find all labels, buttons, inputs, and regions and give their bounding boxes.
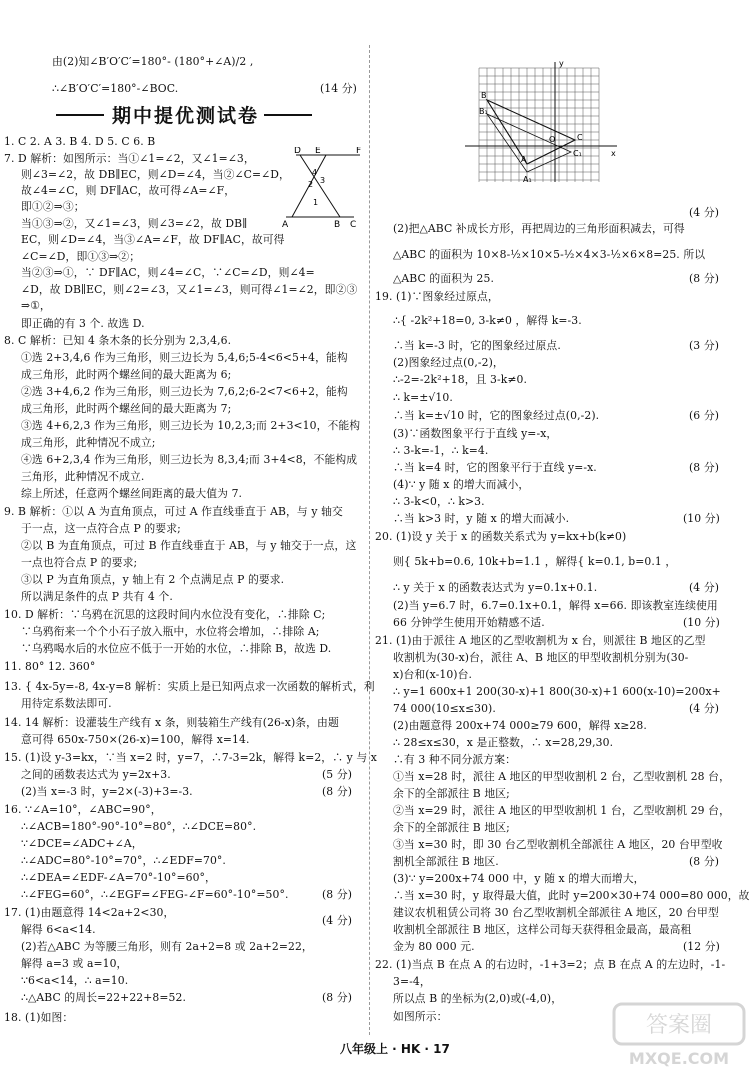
text-line: ∴有 3 种不同分派方案： <box>393 753 517 766</box>
title-ornament-right <box>264 114 312 116</box>
text-line: 即正确的有 3 个. 故选 D. <box>21 317 145 330</box>
text-line: 74 000(10≤x≤30). <box>393 702 496 715</box>
label-d: D <box>294 147 301 156</box>
text-line: ∴ 3-k=-1，∴ k=4. <box>393 444 489 457</box>
text-line: ∴ k=±√10. <box>393 391 453 404</box>
text-line: 66 分钟学生使用开始精感不适. <box>393 616 545 629</box>
text-line: ∴-2=-2k²+18，且 3-k≠0. <box>393 373 528 386</box>
text-line: 成三角形，此时两个螺丝间的最大距离为 7; <box>21 402 232 415</box>
y-axis-label: y <box>559 59 564 68</box>
text-line: ∴ y=1 600x+1 200(30-x)+1 800(30-x)+1 600(x-10)=200x+ <box>393 685 721 698</box>
text-line: 17. (1)由题意得 14<2a+2<30， <box>4 906 175 919</box>
text-line: 13. { 4x-5y=-8, 4x-y=8 解析：实质上是已知两点求一次函数的解析式，利 <box>4 680 375 693</box>
text-line: 则∠3=∠2，故 DB∥EC，则∠D=∠4，当②∠C=∠D， <box>21 168 290 181</box>
label-b1: B₁ <box>479 107 488 116</box>
text-line: △ABC 的面积为 10×8-½×10×5-½×4×3-½×6×8=25. 所以 <box>393 248 706 261</box>
text-line: 建议农机租赁公司将 30 台乙型收割机全部派往 A 地区，20 台甲型 <box>393 906 719 919</box>
text-line: ∴当 k=4 时，它的图象平行于直线 y=-x. <box>393 461 597 474</box>
text-line: ∴∠FEG=60°，∴∠EGF=∠FEG-∠F=60°-10°=50°. <box>21 888 289 901</box>
text-line: 余下的全部派往 B 地区; <box>393 787 510 800</box>
text-line: 19. (1)∵图象经过原点， <box>375 290 499 303</box>
text-line: 当②③⇒①，∵ DF∥AC，则∠4=∠C，∵∠C=∠D，则∠4= <box>21 266 315 279</box>
text-line: ③以 P 为直角顶点，y 轴上有 2 个点满足点 P 的要求. <box>21 573 285 586</box>
text-line: ∴当 k=-3 时，它的图象经过原点. <box>393 339 561 352</box>
text-line: ∴当 x=30 时，y 取得最大值，此时 y=200×30+74 000=80 000，故 <box>393 889 750 902</box>
text-line: 三角形，此种情况不成立. <box>21 470 145 483</box>
text-line: 成三角形，此种情况不成立; <box>21 436 156 449</box>
watermark-logo <box>610 1000 748 1070</box>
text-line: (2)若△ABC 为等腰三角形，则有 2a+2=8 或 2a+2=22， <box>21 940 313 953</box>
score-mark: (4 分) <box>689 702 720 715</box>
text-line: 收割机为(30-x)台，派往 A、B 地区的甲型收割机分别为(30- <box>393 651 689 664</box>
text-line: 解得 6<a<14. <box>21 923 96 936</box>
text-line: 一点也符合点 P 的要求; <box>21 556 138 569</box>
score-mark: (10 分) <box>683 616 720 629</box>
score-mark: (4 分) <box>322 914 353 927</box>
text-line: 所以满足条件的点 P 共有 4 个. <box>21 590 173 603</box>
text-line: 3=-4， <box>393 975 431 988</box>
text-line: ∴∠B′O′C′=180°-∠BOC. <box>52 82 179 95</box>
label-a: A <box>521 155 527 164</box>
score-mark: (12 分) <box>683 940 720 953</box>
score-mark: (8 分) <box>322 785 353 798</box>
text-line: 成三角形，此时两个螺丝间的最大距离为 6; <box>21 368 232 381</box>
page-footer: 八年级上 · HK · 17 <box>340 1042 450 1056</box>
text-line: 8. C 解析：已知 4 条木条的长分别为 2,3,4,6. <box>4 334 232 347</box>
score-mark: (3 分) <box>689 339 720 352</box>
score-mark: (4 分) <box>689 581 720 594</box>
label-a: A <box>282 220 289 227</box>
text-line: 故∠4=∠C，则 DF∥AC，故可得∠A=∠F， <box>21 184 236 197</box>
label-c1: C₁ <box>573 149 582 158</box>
text-line: ∴∠ADC=80°-10°=70°，∴∠EDF=70°. <box>21 854 226 867</box>
text-line: ②选 3+4,6,2 作为三角形，则三边长为 7,6,2;6-2<7<6+2，能构 <box>21 385 348 398</box>
text-line: ∠D，故 DB∥EC，则∠2=∠3，又∠1=∠3，则可得∠1=∠2，即②③ <box>21 283 358 296</box>
text-line: 即①②⇒③； <box>21 200 85 213</box>
text-line: ∴当 k>3 时，y 随 x 的增大而减小. <box>393 512 570 525</box>
label-f: F <box>356 147 362 156</box>
text-line: 如图所示： <box>393 1010 448 1023</box>
text-line: (2)由题意得 200x+74 000≥79 600，解得 x≥28. <box>393 719 647 732</box>
text-line: (3)∵函数图象平行于直线 y=-x， <box>393 427 558 440</box>
text-line: (3)∵ y=200x+74 000 中，y 随 x 的增大而增大， <box>393 872 645 885</box>
text-line: 余下的全部派往 B 地区; <box>393 821 510 834</box>
text-line: ∴ 28≤x≤30，x 是正整数，∴ x=28,29,30. <box>393 736 614 749</box>
score-mark: (5 分) <box>322 768 353 781</box>
x-axis-label: x <box>611 149 616 158</box>
text-line: 11. 80° 12. 360° <box>4 660 96 673</box>
score-mark: (6 分) <box>689 409 720 422</box>
score-mark: (8 分) <box>322 991 353 1004</box>
text-line: 1. C 2. A 3. B 4. D 5. C 6. B <box>4 135 156 148</box>
text-line: x)台和(x-10)台. <box>393 668 473 681</box>
text-line: ③当 x=30 时，即 30 台乙型收割机全部派往 A 地区，20 台甲型收 <box>393 838 723 851</box>
label-1: 1 <box>313 198 319 207</box>
score-mark: (8 分) <box>322 888 353 901</box>
text-line: 21. (1)由于派往 A 地区的乙型收割机为 x 台，则派往 B 地区的乙型 <box>375 634 706 647</box>
text-line: △ABC 的面积为 25. <box>393 272 495 285</box>
q7-figure <box>282 147 368 227</box>
text-line: 7. D 解析：如图所示：当①∠1=∠2，又∠1=∠3， <box>4 152 255 165</box>
text-line: ∴∠DEA=∠EDF-∠A=70°-10°=60°， <box>21 871 216 884</box>
label-c: C <box>577 133 583 142</box>
text-line: 意可得 650x-750×(26-x)=100，解得 x=14. <box>21 733 250 746</box>
score-mark: (8 分) <box>689 461 720 474</box>
text-line: 金为 80 000 元. <box>393 940 475 953</box>
text-line: ∴当 k=±√10 时，它的图象经过点(0,-2). <box>393 409 600 422</box>
text-line: 收割机全部派往 B 地区，这样公司每天获得租金最高，最高租 <box>393 923 692 936</box>
text-line: 18. (1)如图： <box>4 1011 74 1024</box>
label-c: C <box>350 220 357 227</box>
text-line: ①选 2+3,4,6 作为三角形，则三边长为 5,4,6;5-4<6<5+4，能构 <box>21 351 348 364</box>
text-line: 16. ∵∠A=10°，∠ABC=90°， <box>4 803 162 816</box>
text-line: (2)当 y=6.7 时，6.7=0.1x+0.1，解得 x=66. 即该教室连续使用 <box>393 599 718 612</box>
score-mark: (14 分) <box>320 82 357 95</box>
text-line: EC，则∠D=∠4，当③∠A=∠F，故 DF∥AC，故可得 <box>21 233 285 246</box>
text-line: ∴ 3-k<0，∴ k>3. <box>393 495 485 508</box>
text-line: 所以点 B 的坐标为(2,0)或(-4,0)， <box>393 992 563 1005</box>
label-o: O <box>549 135 556 144</box>
grid-figure <box>465 58 625 190</box>
text-line: (2)把△ABC 补成长方形，再把周边的三角形面积减去，可得 <box>393 222 685 235</box>
text-line: ∴ y 关于 x 的函数表达式为 y=0.1x+0.1. <box>393 581 598 594</box>
text-line: 由(2)知∠B′O′C′=180°- (180°+∠A)/2 , <box>52 55 254 68</box>
text-line: 22. (1)当点 B 在点 A 的右边时，-1+3=2；点 B 在点 A 的左边时，-1- <box>375 958 726 971</box>
text-line: 割机全部派往 B 地区. <box>393 855 499 868</box>
text-line: (2)当 x=-3 时，y=2×(-3)+3=-3. <box>21 785 193 798</box>
text-line: 综上所述，任意两个螺丝间距离的最大值为 7. <box>21 487 243 500</box>
text-line: ③选 4+6,2,3 作为三角形，则三边长为 10,2,3;而 2+3<10，不能构 <box>21 419 361 432</box>
text-line: 于一点，这一点符合点 P 的要求; <box>21 522 181 535</box>
label-a1: A₁ <box>523 175 532 184</box>
text-line: (2)图象经过点(0,-2)， <box>393 356 504 369</box>
title-ornament-left <box>56 114 104 116</box>
label-b: B <box>334 220 341 227</box>
label-e: E <box>315 147 321 156</box>
label-4: 4 <box>312 168 318 177</box>
watermark-url: MXQE.COM <box>628 1049 730 1068</box>
text-line: 10. D 解析：∵乌鸦在沉思的这段时间内水位没有变化，∴排除 C; <box>4 608 326 621</box>
text-line: ⇒①， <box>21 299 51 312</box>
text-line: ∵6<a<14，∴ a=10. <box>21 974 129 987</box>
text-line: ①当 x=28 时，派往 A 地区的甲型收割机 2 台，乙型收割机 28 台， <box>393 770 730 783</box>
text-line: ②当 x=29 时，派往 A 地区的甲型收割机 1 台，乙型收割机 29 台， <box>393 804 730 817</box>
text-line: 9. B 解析：①以 A 为直角顶点，可过 A 作直线垂直于 AB，与 y 轴交 <box>4 505 343 518</box>
text-line: (4)∵ y 随 x 的增大而减小， <box>393 478 530 491</box>
label-2: 2 <box>308 180 314 189</box>
text-line: 则{ 5k+b=0.6, 10k+b=1.1 ，解得{ k=0.1, b=0.1 ， <box>393 555 677 568</box>
text-line: 解得 a=3 或 a=10， <box>21 957 128 970</box>
text-line: ∵∠DCE=∠ADC+∠A， <box>21 837 143 850</box>
page-title: 期中提优测试卷 <box>112 105 260 127</box>
text-line: 14. 14 解析：设灌装生产线有 x 条，则装箱生产线有(26-x)条，由题 <box>4 716 339 729</box>
column-divider <box>369 45 371 1035</box>
text-line: 20. (1)设 y 关于 x 的函数关系式为 y=kx+b(k≠0) <box>375 530 627 543</box>
text-line: ∴△ABC 的周长=22+22+8=52. <box>21 991 186 1004</box>
text-line: 之间的函数表达式为 y=2x+3. <box>21 768 171 781</box>
text-line: ∴{ -2k²+18=0, 3-k≠0 ，解得 k=-3. <box>393 314 582 327</box>
watermark-text: 答案圈 <box>645 1013 713 1038</box>
text-line: ∵乌鸦喝水后的水位应不低于一开始的水位，∴排除 B，故选 D. <box>21 642 332 655</box>
text-line: 15. (1)设 y-3=kx，∵当 x=2 时，y=7，∴7-3=2k，解得 k=2，∴ y 与 x <box>4 751 377 764</box>
text-line: 当①③⇒②，又∠1=∠3，则∠3=∠2，故 DB∥ <box>21 217 248 230</box>
score-mark: (8 分) <box>689 272 720 285</box>
label-3: 3 <box>320 176 326 185</box>
score-mark: (10 分) <box>683 512 720 525</box>
text-line: 用待定系数法即可. <box>21 697 112 710</box>
text-line: ∠C=∠D，即①③⇒②； <box>21 250 141 263</box>
text-line: ∴∠ACB=180°-90°-10°=80°，∴∠DCE=80°. <box>21 820 257 833</box>
text-line: ②以 B 为直角顶点，可过 B 作直线垂直于 AB，与 y 轴交于一点，这 <box>21 539 357 552</box>
text-line: ④选 6+2,3,4 作为三角形，则三边长为 8,3,4;而 3+4<8，不能构成 <box>21 453 358 466</box>
score-mark: (8 分) <box>689 855 720 868</box>
score-mark: (4 分) <box>689 206 720 219</box>
label-b: B <box>481 91 487 100</box>
text-line: ∵乌鸦衔来一个个小石子放入瓶中，水位将会增加，∴排除 A; <box>21 625 320 638</box>
